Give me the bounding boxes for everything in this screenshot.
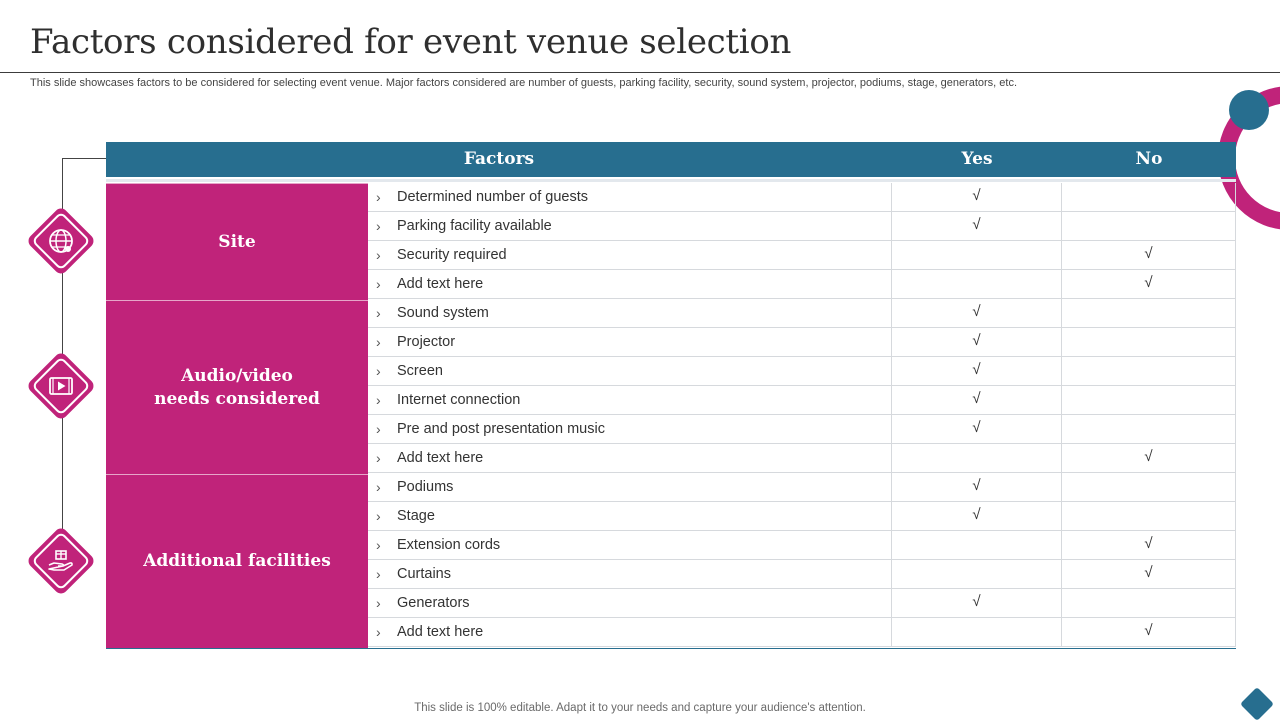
no-cell: √ — [1062, 270, 1236, 298]
no-cell — [1062, 415, 1236, 443]
yes-cell: √ — [892, 502, 1062, 530]
chevron-right-icon: › — [376, 479, 381, 495]
table-row — [368, 531, 1236, 560]
group-audio-video — [106, 300, 368, 474]
chevron-right-icon: › — [376, 247, 381, 263]
page-title: Factors considered for event venue selection — [30, 22, 792, 62]
table-row — [368, 618, 1236, 647]
table-row — [368, 473, 1236, 502]
table-row — [368, 444, 1236, 473]
chevron-right-icon: › — [376, 450, 381, 466]
yes-cell: √ — [892, 415, 1062, 443]
hand-gift-icon — [46, 546, 76, 576]
table-row — [368, 212, 1236, 241]
factor-text: Projector — [397, 334, 456, 350]
factor-text: Pre and post presentation music — [397, 421, 605, 437]
table-row — [368, 299, 1236, 328]
no-cell: √ — [1062, 560, 1236, 588]
header-factors: Factors — [463, 149, 535, 169]
title-divider — [0, 72, 1280, 73]
chevron-right-icon: › — [376, 392, 381, 408]
table-row — [368, 502, 1236, 531]
audio-video-badge — [25, 350, 97, 422]
chevron-right-icon: › — [376, 566, 381, 582]
no-cell — [1062, 299, 1236, 327]
no-cell — [1062, 212, 1236, 240]
no-cell: √ — [1062, 444, 1236, 472]
no-cell — [1062, 589, 1236, 617]
yes-cell: √ — [892, 183, 1062, 211]
facilities-badge — [25, 525, 97, 597]
factor-text: Add text here — [397, 624, 484, 640]
factor-text: Sound system — [397, 305, 489, 321]
chevron-right-icon: › — [376, 595, 381, 611]
table-bottom-border — [106, 648, 1236, 649]
factor-text: Screen — [397, 363, 443, 379]
factor-text: Add text here — [397, 276, 484, 292]
factor-text: Parking facility available — [397, 218, 552, 234]
factor-text: Podiums — [397, 479, 454, 495]
group-label: Audio/video needs considered — [154, 365, 320, 409]
chevron-right-icon: › — [376, 624, 381, 640]
chevron-right-icon: › — [376, 276, 381, 292]
factor-text: Extension cords — [397, 537, 501, 553]
yes-cell — [892, 531, 1062, 559]
no-cell — [1062, 357, 1236, 385]
factor-text: Security required — [397, 247, 507, 263]
group-additional-facilities — [106, 474, 368, 648]
table-row — [368, 560, 1236, 589]
header-yes: Yes — [961, 149, 993, 169]
chevron-right-icon: › — [376, 305, 381, 321]
chevron-right-icon: › — [376, 421, 381, 437]
yes-cell: √ — [892, 328, 1062, 356]
table-row — [368, 270, 1236, 299]
chevron-right-icon: › — [376, 363, 381, 379]
no-cell — [1062, 386, 1236, 414]
factor-text: Internet connection — [397, 392, 521, 408]
yes-cell — [892, 444, 1062, 472]
factor-text: Curtains — [397, 566, 451, 582]
chevron-right-icon: › — [376, 334, 381, 350]
yes-cell: √ — [892, 473, 1062, 501]
yes-cell: √ — [892, 299, 1062, 327]
yes-cell — [892, 270, 1062, 298]
yes-cell — [892, 618, 1062, 646]
yes-cell: √ — [892, 212, 1062, 240]
table-row — [368, 241, 1236, 270]
no-cell: √ — [1062, 531, 1236, 559]
group-label: Additional facilities — [143, 551, 331, 571]
yes-cell: √ — [892, 589, 1062, 617]
table-row — [368, 589, 1236, 618]
chevron-right-icon: › — [376, 189, 381, 205]
site-badge — [25, 205, 97, 277]
table-row — [368, 183, 1236, 212]
yes-cell — [892, 241, 1062, 269]
timeline-connector — [62, 158, 106, 159]
chevron-right-icon: › — [376, 537, 381, 553]
factor-text: Add text here — [397, 450, 484, 466]
no-cell — [1062, 183, 1236, 211]
no-cell — [1062, 328, 1236, 356]
chevron-right-icon: › — [376, 218, 381, 234]
table-row — [368, 357, 1236, 386]
globe-icon — [46, 226, 76, 256]
factor-text: Stage — [397, 508, 435, 524]
yes-cell: √ — [892, 386, 1062, 414]
yes-cell: √ — [892, 357, 1062, 385]
no-cell: √ — [1062, 241, 1236, 269]
group-site — [106, 183, 368, 300]
table-header — [106, 142, 1236, 177]
header-underline — [106, 179, 1236, 182]
footer-note: This slide is 100% editable. Adapt it to your needs and capture your audience's attention. — [414, 702, 866, 714]
factor-text: Generators — [397, 595, 470, 611]
table-body — [368, 183, 1236, 647]
table-row — [368, 415, 1236, 444]
chevron-right-icon: › — [376, 508, 381, 524]
decorative-dot — [1229, 90, 1269, 130]
table-row — [368, 328, 1236, 357]
no-cell — [1062, 473, 1236, 501]
yes-cell — [892, 560, 1062, 588]
video-play-icon — [46, 371, 76, 401]
page-subtitle: This slide showcases factors to be considered for selecting event venue. Major factors considered are number of guests, parking facility, security, sound system, projector, podiums, stage, generators, etc. — [30, 77, 1018, 89]
no-cell: √ — [1062, 618, 1236, 646]
factor-text: Determined number of guests — [397, 189, 589, 205]
group-label: Site — [218, 231, 256, 252]
table-row — [368, 386, 1236, 415]
no-cell — [1062, 502, 1236, 530]
header-no: No — [1135, 149, 1163, 169]
